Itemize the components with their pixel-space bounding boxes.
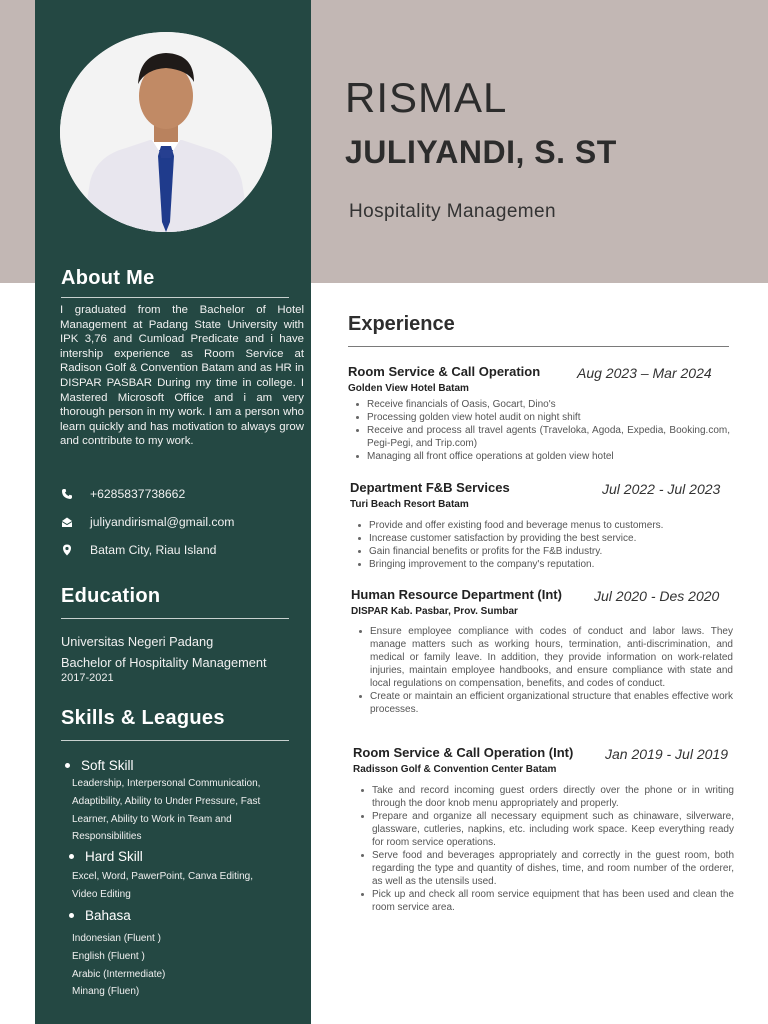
- experience-divider: [348, 346, 729, 347]
- email-icon: [60, 515, 74, 529]
- skill-line: Arabic (Intermediate): [72, 968, 166, 980]
- education-title: Education: [61, 585, 161, 607]
- skill-line: English (Fluent ): [72, 950, 145, 962]
- location-text: Batam City, Riau Island: [90, 543, 217, 557]
- skills-divider: [61, 740, 289, 741]
- job-duty: Gain financial benefits or profits for the F&B industry.: [358, 545, 732, 558]
- skills-title: Skills & Leagues: [61, 707, 225, 729]
- experience-title: Experience: [348, 313, 455, 335]
- job-role: Hospitality Managemen: [349, 201, 556, 222]
- skill-group-language: [69, 908, 131, 923]
- contact-phone[interactable]: [60, 487, 185, 501]
- education-divider: [61, 618, 289, 619]
- language-list: [72, 930, 304, 1001]
- job-duty: Increase customer satisfaction by providing the best service.: [358, 532, 732, 545]
- job-duties: [359, 625, 733, 716]
- skill-group-hard: [69, 849, 143, 864]
- job-duties: [361, 784, 734, 914]
- job-duty: Bringing improvement to the company's reputation.: [358, 558, 732, 571]
- hard-skill-list: [72, 868, 304, 904]
- skill-group-name: Hard Skill: [85, 849, 143, 864]
- job-date: Aug 2023 – Mar 2024: [577, 365, 712, 381]
- contact-location: [60, 543, 216, 557]
- profile-photo-illustration: [60, 32, 272, 232]
- education-degree: Bachelor of Hospitality Management: [61, 655, 267, 670]
- education-school: Universitas Negeri Padang: [61, 634, 214, 649]
- job-date: Jul 2020 - Des 2020: [594, 588, 720, 604]
- bullet-dot: [69, 913, 74, 918]
- contact-email[interactable]: [60, 515, 234, 529]
- job-title: Department F&B Services: [350, 480, 510, 495]
- skill-line: Leadership, Interpersonal Communication,: [72, 778, 261, 789]
- job-duty: Managing all front office operations at golden view hotel: [356, 450, 730, 463]
- job-company: Radisson Golf & Convention Center Batam: [353, 764, 557, 775]
- last-name: JULIYANDI, S. ST: [345, 134, 617, 170]
- skill-line: Indonesian (Fluent ): [72, 933, 161, 944]
- skill-line: Minang (Fluen): [72, 986, 140, 998]
- bullet-dot: [65, 763, 70, 768]
- about-divider: [61, 297, 289, 298]
- skill-line: Excel, Word, PawerPoint, Canva Editing,: [72, 871, 254, 882]
- education-years: 2017-2021: [61, 672, 114, 684]
- job-date: Jul 2022 - Jul 2023: [602, 481, 721, 497]
- skill-line: Adaptibility, Ability to Under Pressure, Fast: [72, 795, 261, 807]
- skill-group-name: Bahasa: [85, 908, 131, 923]
- first-name: RISMAL: [345, 74, 508, 121]
- job-title: Room Service & Call Operation (Int): [353, 745, 574, 760]
- job-date: Jan 2019 - Jul 2019: [605, 746, 728, 762]
- job-company: Turi Beach Resort Batam: [350, 499, 469, 510]
- job-duties: [358, 519, 732, 571]
- job-duty: Receive financials of Oasis, Gocart, Dino's: [356, 398, 730, 411]
- phone-number: +6285837738662: [90, 487, 186, 501]
- job-duty: Receive and process all travel agents (Traveloka, Agoda, Expedia, Booking.com, Pegi-Pegi, and Trip.com): [356, 424, 730, 450]
- job-duty: Ensure employee compliance with codes of conduct and labor laws. They manage matters such as working hours, termination, anti-discrimination, and medical or family leave. In addition, they provide information on work-related injuries, maintain employee handbooks, and ensure compliance with state and local regulations on compensation, benefits, and codes of conduct.: [359, 625, 733, 690]
- job-company: DISPAR Kab. Pasbar, Prov. Sumbar: [351, 606, 518, 617]
- job-duty: Provide and offer existing food and beverage menus to customers.: [358, 519, 732, 532]
- job-title: Room Service & Call Operation: [348, 364, 541, 379]
- profile-photo: [60, 32, 272, 232]
- job-title: Human Resource Department (Int): [351, 587, 562, 602]
- skill-line: Learner, Ability to Work in Team and: [72, 813, 232, 825]
- phone-icon: [60, 487, 74, 501]
- location-pin-icon: [60, 543, 74, 557]
- skill-group-soft: [65, 758, 134, 773]
- email-address: juliyandirismal@gmail.com: [90, 515, 235, 529]
- skill-line: Responsibilities: [72, 831, 142, 843]
- job-duty: Processing golden view hotel audit on night shift: [356, 411, 730, 424]
- soft-skill-list: [72, 775, 304, 846]
- about-text: I graduated from the Bachelor of Hotel Management at Padang State University with IPK 3,76 and Cumload Predicate and i have intership experience as Room Service at Radison Golf & Convention Batam and as HR in DISPAR PASBAR During my time in college. I Mastered Microsoft Office and i am very thorough person in my work. I am a person who learn quickly and has motivation to always grow and contribute to my work.: [60, 304, 304, 448]
- job-duty: Pick up and check all room service equipment that has been used and clean the room service area.: [361, 888, 734, 914]
- job-duty: Create or maintain an efficient organizational structure that enables effective work processes.: [359, 690, 733, 716]
- bullet-dot: [69, 854, 74, 859]
- sidebar: [35, 0, 311, 1024]
- job-duty: Take and record incoming guest orders directly over the phone or in writing through the door knob menu appropriately and properly.: [361, 784, 734, 810]
- job-company: Golden View Hotel Batam: [348, 383, 469, 394]
- skill-line: Video Editing: [72, 888, 131, 900]
- job-duties: [356, 398, 730, 463]
- about-title: About Me: [61, 267, 155, 289]
- skill-group-name: Soft Skill: [81, 758, 134, 773]
- job-duty: Prepare and organize all necessary equipment such as chinaware, silverware, glassware, cutleries, napkins, etc. including work space. Keep everything ready for room service operations.: [361, 810, 734, 849]
- job-duty: Serve food and beverages appropriately and correctly in the guest room, both regarding the type and quantity of dishes, time, and room number of the orderer, as well as the utensils used.: [361, 849, 734, 888]
